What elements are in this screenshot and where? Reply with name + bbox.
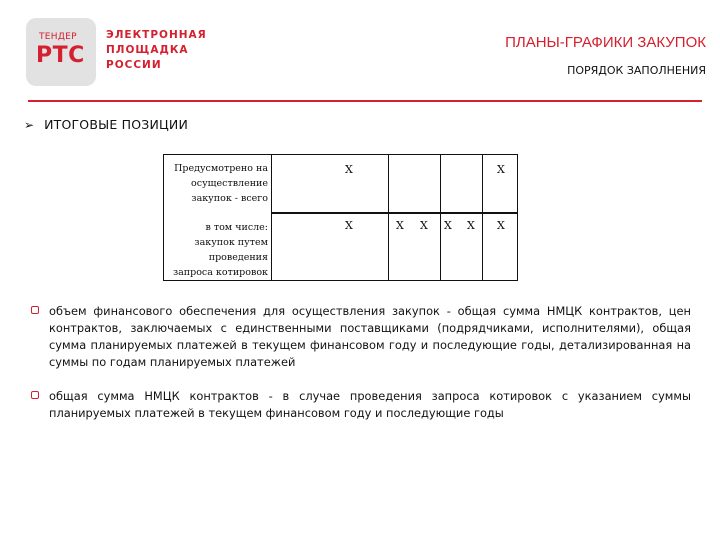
row-label-line: осуществление [191, 178, 268, 189]
table-mark: X [345, 163, 353, 176]
table-mark: X [345, 219, 353, 232]
table-mark: X [420, 219, 428, 232]
table-column-line [440, 155, 441, 280]
arrow-bullet-icon: ➢ [24, 117, 35, 132]
table-column-line [388, 155, 389, 280]
logo-brand-text: РТС [36, 43, 85, 68]
table-mark: X [396, 219, 404, 232]
logo-caption-line: ПЛОЩАДКА [106, 44, 189, 56]
form-table-excerpt [163, 154, 518, 281]
table-mark: X [497, 163, 505, 176]
logo-small-text: ТЕНДЕР [39, 32, 77, 42]
logo-caption-line: РОССИИ [106, 59, 162, 71]
row-label-line: запроса котировок [172, 267, 268, 278]
table-row-line [272, 212, 517, 214]
row-label-total [168, 161, 268, 206]
header-divider [28, 100, 702, 102]
checkbox-bullet-icon [31, 306, 39, 314]
list-item [31, 388, 691, 422]
table-mark: X [497, 219, 505, 232]
row-label-line: закупок путем [194, 237, 268, 248]
page-subtitle: ПОРЯДОК ЗАПОЛНЕНИЯ [567, 64, 706, 77]
logo-caption [106, 28, 207, 73]
list-item-text: объем финансового обеспечения для осуществления закупок - общая сумма НМЦК контрактов, цен контрактов, заключаемых с единственными поставщиками (подрядчиками, исполнителями), общая сумма планируемых платежей в текущем финансовом году и последующие годы, детализированная на суммы по годам планируемых платежей [49, 304, 691, 369]
row-label-line: проведения [208, 252, 268, 263]
table-column-line [271, 155, 272, 280]
logo [26, 18, 96, 86]
row-label-quotation [168, 220, 268, 280]
table-mark: X [467, 219, 475, 232]
section-heading [24, 117, 188, 132]
page-title: ПЛАНЫ-ГРАФИКИ ЗАКУПОК [505, 34, 706, 51]
table-column-line [482, 155, 483, 280]
section-heading-label: ИТОГОВЫЕ ПОЗИЦИИ [44, 117, 189, 132]
row-label-line: в том числе: [205, 222, 268, 233]
logo-caption-line: ЭЛЕКТРОННАЯ [106, 29, 207, 41]
row-label-line: закупок - всего [191, 193, 268, 204]
row-label-line: Предусмотрено на [174, 163, 268, 174]
list-item [31, 303, 691, 371]
table-mark: X [444, 219, 452, 232]
list-item-text: общая сумма НМЦК контрактов - в случае проведения запроса котировок с указанием суммы планируемых платежей в текущем финансовом году и последующие годы [49, 389, 691, 420]
checkbox-bullet-icon [31, 391, 39, 399]
